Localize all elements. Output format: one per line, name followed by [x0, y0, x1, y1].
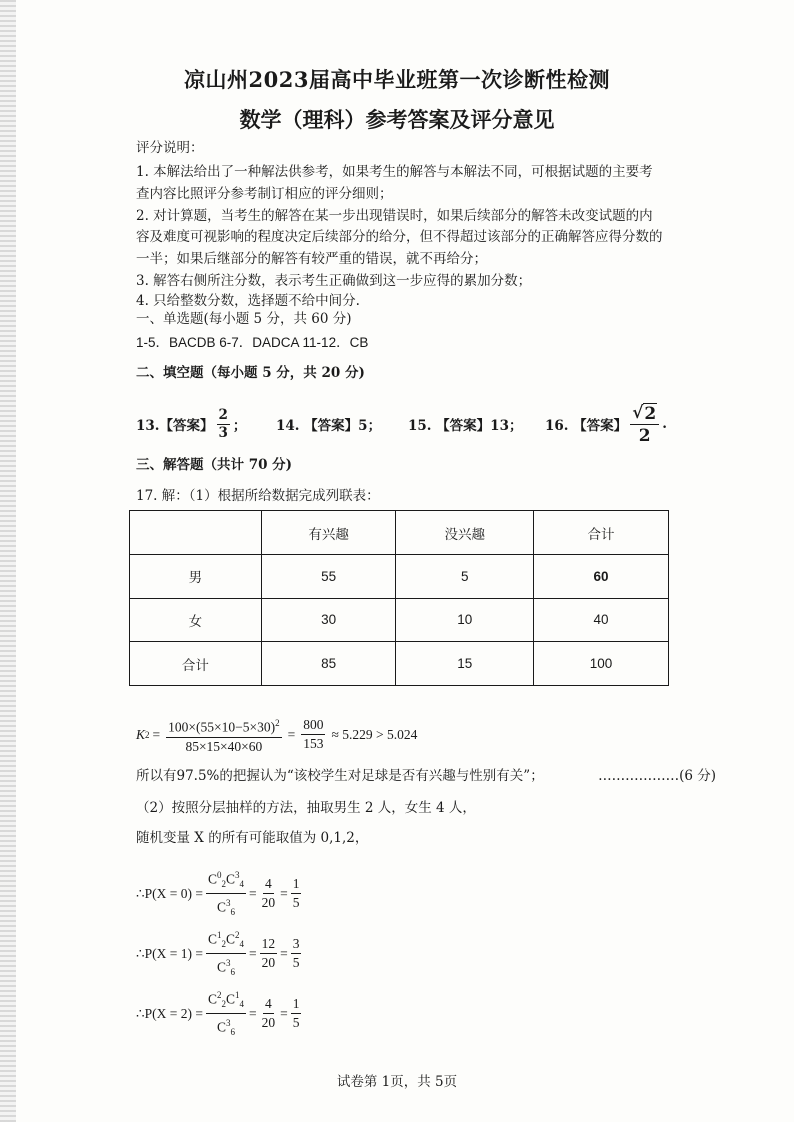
- part2-sampling: （2）按照分层抽样的方法，抽取男生 2 人，女生 4 人，: [136, 800, 476, 816]
- table-header-cell: 有兴趣: [261, 511, 396, 555]
- sqrt-symbol: √ 2: [632, 402, 657, 424]
- answer-14: 14. 【答案】5；: [276, 418, 382, 434]
- table-cell: 男: [130, 555, 262, 599]
- table-header-cell: 合计: [534, 511, 669, 555]
- prob-x0: ∴P(X = 0) = $\frac{C^0_2C^3_4}{C^3_6}$ = $\frac{4}{20}$ = $\frac{1}{5}$: [136, 866, 304, 921]
- answer-16-tail: .: [662, 416, 667, 432]
- answer-16-denominator: 2: [638, 425, 651, 446]
- notes-line-3: 2. 对计算题，当考生的解答在某一步出现错误时，如果后续部分的解答未改变试题的内: [136, 208, 653, 224]
- answer-13: [136, 400, 246, 448]
- table-row: [130, 642, 669, 686]
- conclusion-line: 所以有97.5%的把握认为“该校学生对足球是否有兴趣与性别有关”； ………………(6 分): [136, 768, 716, 784]
- answer-16: [545, 400, 667, 448]
- notes-heading: 评分说明：: [136, 140, 204, 156]
- page-footer: 试卷第 1页，共 5页: [336, 1074, 458, 1090]
- table-cell: 60: [534, 555, 669, 599]
- table-cell: 女: [130, 598, 262, 642]
- single-choice-answers: 1-5．BACDB 6-7．DADCA 11-12．CB: [136, 335, 369, 350]
- notes-line-5: 一半；如果后继部分的解答有较严重的错误，就不再给分；: [136, 251, 487, 267]
- prob-x0-comb-fraction: $\frac{C^0_2C^3_4}{C^3_6}$: [206, 866, 246, 921]
- page-subtitle: 数学（理科）参考答案及评分意见: [239, 107, 555, 132]
- q17-intro: 17. 解：（1）根据所给数据完成列联表：: [136, 488, 380, 504]
- section1-heading: 一、单选题(每小题 5 分，共 60 分): [136, 311, 352, 327]
- table-header-cell: 没兴趣: [396, 511, 534, 555]
- table-cell: 10: [396, 598, 534, 642]
- answer-13-numerator: 2: [218, 406, 228, 423]
- table-row: [130, 555, 669, 599]
- section2-heading: 二、填空题（每小题 5 分，共 20 分): [136, 365, 365, 381]
- table-header-cell: [130, 511, 262, 555]
- notes-line-4: 容及难度可视影响的程度决定后续部分的给分，但不得超过该部分的正确解答应得分数的: [136, 229, 663, 245]
- fill-blank-answers: [136, 400, 696, 450]
- random-variable-values: 随机变量 X 的所有可能取值为 0,1,2，: [136, 830, 369, 846]
- prob-x2: ∴P(X = 2) = $\frac{C^2_2C^1_4}{C^3_6}$ = $\frac{4}{20}$ = $\frac{1}{5}$: [136, 986, 304, 1041]
- table-cell: 100: [534, 642, 669, 686]
- scan-edge: [0, 0, 16, 1122]
- prob-x1-comb-fraction: $\frac{C^1_2C^2_4}{C^3_6}$: [206, 926, 246, 981]
- notes-line-1: 1. 本解法给出了一种解法供参考，如果考生的解答与本解法不同，可根据试题的主要考: [136, 164, 653, 180]
- score-marker: ………………(6 分): [598, 768, 716, 784]
- table-cell: 40: [534, 598, 669, 642]
- k2-fraction-2: $\frac{800}{153}$: [303, 717, 324, 752]
- table-cell: 55: [261, 555, 396, 599]
- prob-x2-comb-fraction: $\frac{C^2_2C^1_4}{C^3_6}$: [206, 986, 246, 1041]
- k2-symbol: K: [136, 726, 146, 742]
- answer-13-tail: ；: [232, 418, 247, 434]
- table-row: [130, 598, 669, 642]
- table-cell: 合计: [130, 642, 262, 686]
- contingency-table: [129, 510, 669, 686]
- k2-formula: K 2 = $\frac{100\times(55\times 10-5\times 30)^2}{85\times 15\times 40\times 60}$ = $\frac{800}{153}$ ≈ 5.229 > 5.024: [136, 714, 417, 756]
- answer-16-radicand: 2: [644, 403, 657, 424]
- notes-line-7: 4. 只给整数分数，选择题不给中间分.: [136, 293, 360, 309]
- answer-16-label: 16. 【答案】: [545, 418, 628, 434]
- answer-13-label: 13.【答案】: [136, 418, 214, 434]
- table-cell: 30: [261, 598, 396, 642]
- table-cell: 15: [396, 642, 534, 686]
- prob-x1: ∴P(X = 1) = $\frac{C^1_2C^2_4}{C^3_6}$ = $\frac{12}{20}$ = $\frac{3}{5}$: [136, 926, 304, 981]
- answer-15: 15. 【答案】13；: [408, 418, 523, 434]
- notes-line-6: 3. 解答右侧所注分数，表示考生正确做到这一步应得的累加分数；: [136, 273, 532, 289]
- answer-13-denominator: 3: [218, 424, 228, 441]
- table-header-row: [130, 511, 669, 555]
- answer-13-fraction: [217, 407, 230, 442]
- table-cell: 85: [261, 642, 396, 686]
- answer-16-fraction: [630, 402, 659, 447]
- k2-fraction-1: $\frac{100\times(55\times 10-5\times 30)^2}{85\times 15\times 40\times 60}$: [166, 714, 281, 756]
- notes-line-2: 查内容比照评分参考制订相应的评分细则；: [136, 186, 393, 202]
- section3-heading: 三、解答题（共计 70 分): [136, 457, 293, 473]
- table-cell: 5: [396, 555, 534, 599]
- page-title: 凉山州2023届高中毕业班第一次诊断性检测: [184, 67, 610, 92]
